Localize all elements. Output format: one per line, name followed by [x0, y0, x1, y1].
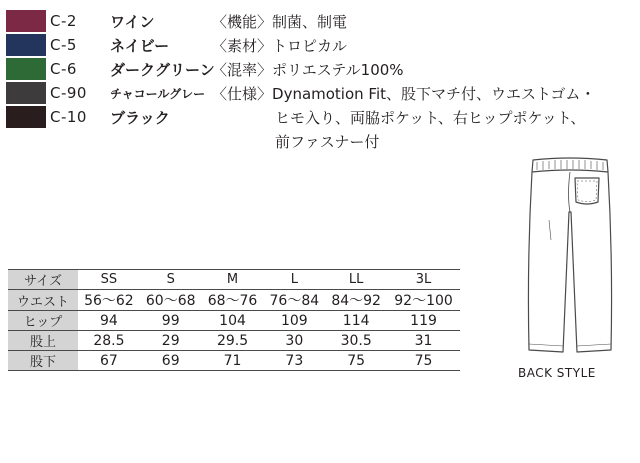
table-cell: 92〜100: [394, 293, 453, 309]
spec-line: [212, 83, 595, 104]
size-header-cell: M: [226, 272, 239, 287]
spec-label: 〈機能〉: [212, 13, 273, 31]
table-cell: 84〜92: [331, 293, 381, 309]
color-chip: [6, 10, 46, 32]
size-header-cell: 3L: [415, 272, 432, 287]
pants-outline: [528, 172, 611, 352]
table-cell: 28.5: [93, 332, 125, 349]
size-header-cell: S: [166, 272, 175, 287]
size-table: [8, 269, 460, 371]
table-cell: 69: [161, 352, 180, 369]
table-row: [8, 290, 460, 311]
table-row: [8, 331, 460, 351]
spec-continuation: 前ファスナー付: [275, 133, 380, 151]
fold-line: [549, 220, 551, 240]
color-swatch-row: [6, 10, 155, 32]
color-swatch-row: [6, 82, 206, 104]
row-label: 股下: [8, 351, 78, 371]
spec-continuation: ヒモ入り、両脇ポケット、右ヒップポケット、: [275, 109, 586, 127]
table-cell: 29: [161, 332, 180, 349]
color-code: C-90: [50, 84, 87, 102]
table-cell: 99: [161, 312, 180, 329]
color-chip: [6, 82, 46, 104]
table-cell: 73: [285, 352, 304, 369]
pants-back-drawing: [505, 150, 635, 370]
row-label: サイズ: [8, 270, 78, 290]
spec-line: [212, 11, 347, 32]
color-chip: [6, 34, 46, 56]
table-cell: 29.5: [216, 332, 249, 349]
size-header-cell: SS: [100, 272, 118, 287]
drawing-caption: BACK STYLE: [518, 366, 596, 380]
color-name: チャコールグレー: [110, 86, 206, 101]
size-header-row: [8, 270, 460, 290]
table-cell: 30.5: [340, 332, 372, 349]
color-name: ネイビー: [110, 36, 170, 55]
spec-line: [212, 59, 404, 80]
spec-value: トロピカル: [272, 37, 348, 55]
table-cell: 60〜68: [145, 293, 196, 309]
row-label: 股上: [8, 331, 78, 351]
color-swatch-row: [6, 106, 170, 128]
table-cell: 68〜76: [207, 293, 258, 309]
color-name: ダークグリーン: [110, 60, 215, 79]
table-cell: 75: [414, 352, 433, 369]
table-row: [8, 351, 460, 371]
seat-seam: [569, 172, 571, 212]
table-cell: 119: [410, 312, 437, 329]
row-label: ウエスト: [8, 290, 78, 311]
table-cell: 75: [347, 352, 366, 369]
table-cell: 30: [285, 332, 304, 349]
size-header-cell: L: [290, 272, 298, 287]
spec-line: [212, 35, 347, 56]
color-chip: [6, 58, 46, 80]
waistband-shape: [532, 158, 608, 172]
color-chip: [6, 106, 46, 128]
row-label: ヒップ: [8, 311, 78, 331]
size-header-cell: LL: [348, 272, 364, 287]
color-name: ワイン: [110, 12, 155, 31]
spec-label: 〈仕様〉: [212, 85, 273, 103]
spec-value: 制菌、制電: [272, 13, 348, 31]
color-name: ブラック: [110, 108, 170, 127]
table-cell: 94: [99, 312, 118, 329]
table-cell: 109: [280, 312, 308, 329]
table-cell: 114: [342, 312, 370, 329]
table-cell: 104: [219, 312, 246, 329]
color-swatch-row: [6, 58, 215, 80]
table-cell: 76〜84: [269, 293, 320, 309]
color-swatch-row: [6, 34, 170, 56]
table-cell: 31: [414, 332, 433, 349]
table-cell: 56〜62: [84, 293, 134, 309]
color-code: C-5: [50, 36, 77, 54]
table-cell: 67: [99, 352, 118, 369]
spec-value: Dynamotion Fit、股下マチ付、ウエストゴム・: [272, 85, 596, 103]
hem-line: [529, 344, 611, 346]
spec-label: 〈混率〉: [212, 61, 273, 79]
table-cell: 71: [223, 352, 242, 369]
waistband-shirring: [537, 160, 603, 170]
spec-label: 〈素材〉: [212, 37, 273, 55]
hip-pocket-stitch: [577, 181, 597, 202]
table-row: [8, 311, 460, 331]
color-code: C-2: [50, 12, 77, 30]
spec-value: ポリエステル100%: [272, 61, 404, 79]
color-code: C-10: [50, 108, 87, 126]
color-code: C-6: [50, 60, 77, 78]
